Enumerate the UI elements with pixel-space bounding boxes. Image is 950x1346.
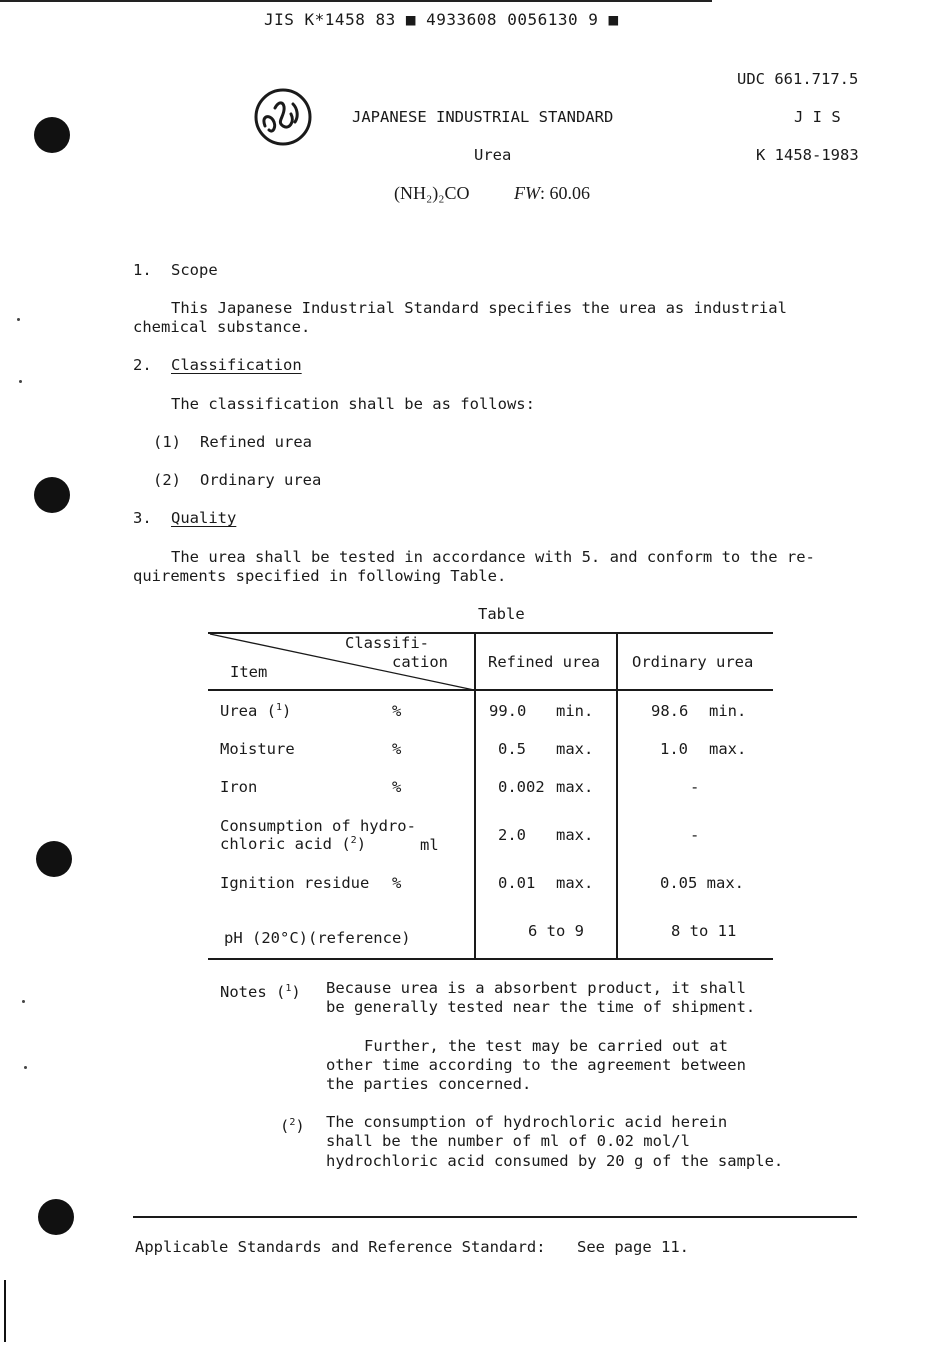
note-2-text: shall be the number of ml of 0.02 mol/l: [326, 1132, 690, 1150]
section-3-text: The urea shall be tested in accordance with 5. and conform to the re-: [171, 548, 815, 566]
row-unit: ml: [420, 836, 439, 854]
ordinary-value: 0.05 max.: [660, 874, 744, 892]
udc-number: UDC 661.717.5: [737, 70, 859, 88]
list-item-number: (2): [153, 471, 181, 489]
note-1-text: other time according to the agreement between: [326, 1056, 746, 1074]
note-2-text: hydrochloric acid consumed by 20 g of the sample.: [326, 1152, 784, 1170]
quality-table: [208, 632, 773, 960]
footnote-number: ($^2$): [280, 1117, 305, 1135]
ordinary-limit: min.: [709, 702, 747, 720]
row-item: Moisture: [220, 740, 295, 758]
list-item-number: (1): [153, 433, 181, 451]
refined-value: 0.5: [498, 740, 526, 758]
ordinary-value: 98.6: [651, 702, 689, 720]
footnote-number: 1: [285, 983, 292, 994]
standard-number: K 1458-1983: [756, 146, 859, 164]
refined-limit: min.: [556, 702, 594, 720]
footer-divider: [133, 1216, 857, 1218]
section-3-title: Quality: [171, 509, 237, 527]
section-2-intro: The classification shall be as follows:: [171, 395, 535, 413]
refined-value: 2.0: [498, 826, 526, 844]
footnote-ref: 1: [276, 702, 283, 713]
list-item-label: Ordinary urea: [200, 471, 322, 489]
scan-speck: [19, 380, 22, 383]
refined-value: 0.002: [498, 778, 545, 796]
row-unit: %: [392, 778, 402, 796]
scan-top-border: [0, 0, 712, 2]
punch-hole: [34, 117, 70, 153]
section-3-number: 3.: [133, 509, 152, 527]
footnote-number-text: 2: [289, 1117, 296, 1128]
row-unit: %: [392, 702, 402, 720]
section-1-number: 1.: [133, 261, 152, 279]
jis-logo: [251, 86, 315, 148]
jis-mark: J I S: [794, 108, 841, 126]
table-row: Urea ($^1$): [220, 702, 292, 720]
section-3-text: quirements specified in following Table.: [133, 567, 507, 585]
header-refined: Refined urea: [488, 653, 600, 671]
footer-text: Applicable Standards and Reference Standard:: [135, 1238, 546, 1256]
row-unit: %: [392, 740, 402, 758]
scan-speck: [17, 318, 20, 321]
ordinary-value: -: [690, 778, 700, 796]
formula-weight-label: FW: [514, 183, 540, 203]
row-item: chloric acid ($^2$): [220, 835, 367, 853]
row-item: pH (20°C)(reference): [224, 929, 411, 947]
barcode-line: JIS K*1458 83 ■ 4933608 0056130 9 ■: [264, 10, 619, 29]
punch-hole: [36, 841, 72, 877]
ordinary-value: -: [690, 826, 700, 844]
ordinary-value: 8 to 11: [671, 922, 737, 940]
row-unit: %: [392, 874, 402, 892]
refined-value: 0.01: [498, 874, 536, 892]
row-item-text: chloric acid: [220, 835, 332, 853]
scan-edge-line: [4, 1280, 6, 1342]
header-classification: Classifi-: [345, 634, 429, 652]
section-1-text: This Japanese Industrial Standard specifies the urea as industrial: [171, 299, 787, 317]
footer-reference: See page 11.: [577, 1238, 689, 1256]
refined-value: 99.0: [489, 702, 527, 720]
section-1-text: chemical substance.: [133, 318, 311, 336]
notes-label-text: Notes: [220, 983, 267, 1001]
scan-speck: [22, 1000, 25, 1003]
header-ordinary: Ordinary urea: [632, 653, 754, 671]
punch-hole: [34, 477, 70, 513]
standard-subject: Urea: [474, 146, 512, 164]
section-1-title: Scope: [171, 261, 218, 279]
chemical-formula: (NH₂)₂CO: [394, 183, 470, 203]
ordinary-limit: max.: [709, 740, 747, 758]
section-2-number: 2.: [133, 356, 152, 374]
refined-limit: max.: [556, 778, 594, 796]
table-caption: Table: [478, 605, 525, 623]
note-1-text: be generally tested near the time of shipment.: [326, 998, 756, 1016]
refined-value: 6 to 9: [528, 922, 584, 940]
ordinary-value: 1.0: [660, 740, 688, 758]
row-item: Urea: [220, 702, 258, 720]
row-item: Ignition residue: [220, 874, 370, 892]
row-item: Iron: [220, 778, 258, 796]
header-item: Item: [230, 663, 268, 681]
refined-limit: max.: [556, 740, 594, 758]
note-1-text: Because urea is a absorbent product, it shall: [326, 979, 746, 997]
scan-speck: [24, 1066, 27, 1069]
formula-weight-value: : 60.06: [540, 183, 591, 203]
list-item-label: Refined urea: [200, 433, 312, 451]
section-2-title: Classification: [171, 356, 302, 374]
footnote-ref: 2: [350, 835, 357, 846]
refined-limit: max.: [556, 826, 594, 844]
header-classification: cation: [392, 653, 448, 671]
punch-hole: [38, 1199, 74, 1235]
notes-label: Notes ($^1$): [220, 983, 301, 1001]
refined-limit: max.: [556, 874, 594, 892]
note-1-text: Further, the test may be carried out at: [364, 1037, 728, 1055]
note-1-text: the parties concerned.: [326, 1075, 532, 1093]
note-2-text: The consumption of hydrochloric acid herein: [326, 1113, 728, 1131]
standard-title: JAPANESE INDUSTRIAL STANDARD: [352, 108, 614, 126]
row-item: Consumption of hydro-: [220, 817, 416, 835]
